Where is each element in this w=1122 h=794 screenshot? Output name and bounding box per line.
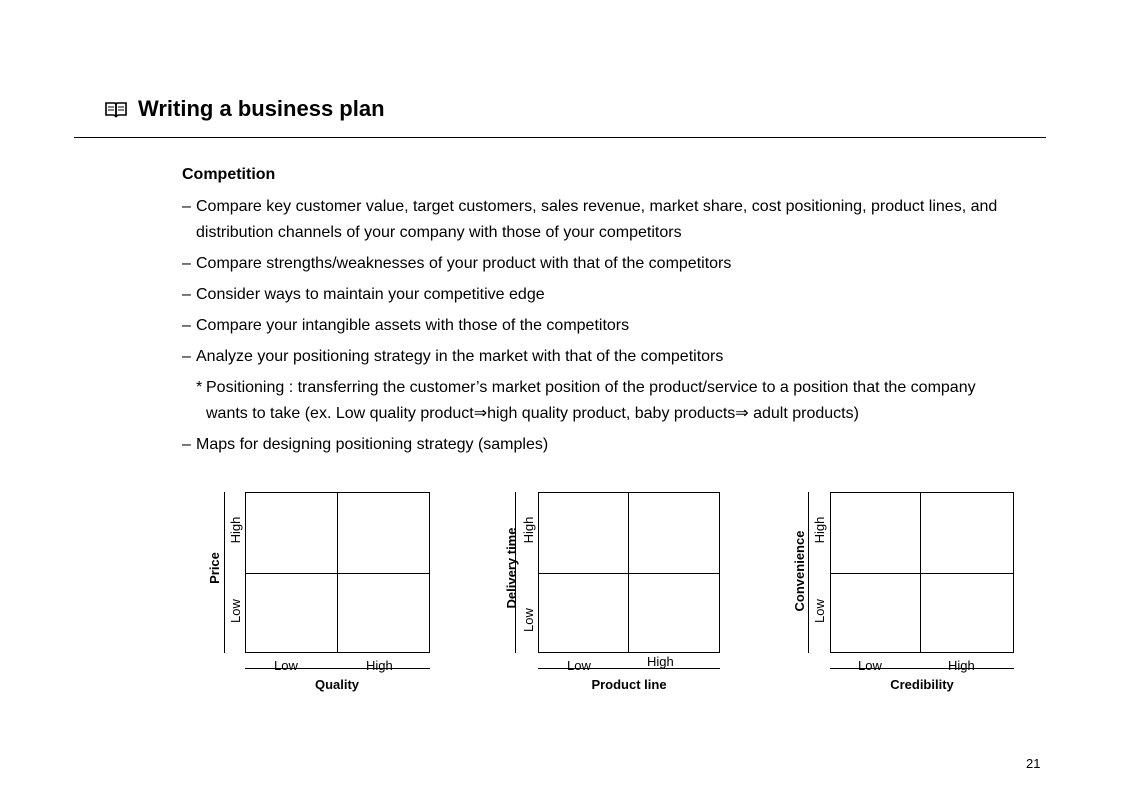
section-heading: Competition	[182, 166, 276, 183]
bullet-dash: –	[182, 436, 191, 453]
x-axis-high-label: High	[366, 658, 393, 673]
y-axis-title: Price	[207, 552, 222, 584]
y-axis-high-label: High	[812, 516, 827, 544]
y-axis-low-label: Low	[228, 599, 243, 623]
page-header	[104, 94, 385, 124]
x-axis-low-label: Low	[858, 658, 882, 673]
y-axis-high-label: High	[521, 516, 536, 544]
y-axis-title: Delivery time	[504, 527, 519, 609]
bullet-text: Analyze your positioning strategy in the market with that of the competitors	[196, 348, 724, 365]
map-divider-horizontal	[245, 573, 430, 574]
bullet-text: Compare your intangible assets with those of the competitors	[196, 317, 630, 334]
x-axis-low-label: Low	[274, 658, 298, 673]
x-axis-title: Quality	[314, 677, 360, 692]
bullet-text: Compare key customer value, target customers, sales revenue, market share, cost positioning, product lines, and distribution channels of your company with those of your competitors	[196, 198, 998, 241]
bullet-dash: –	[182, 317, 191, 334]
bullet-text: Maps for designing positioning strategy (samples)	[196, 436, 549, 453]
bullet-dash: –	[182, 255, 191, 272]
bullet-dash: –	[182, 198, 191, 215]
competition-section	[182, 162, 1012, 463]
bullet-item	[182, 313, 1012, 339]
note-star: *	[196, 379, 203, 396]
map-divider-horizontal	[830, 573, 1014, 574]
bullet-text: Compare strengths/weaknesses of your product with that of the competitors	[196, 255, 732, 272]
title-divider	[74, 137, 1046, 138]
bullet-item	[182, 432, 1012, 458]
x-axis-line	[538, 668, 720, 669]
bullet-dash: –	[182, 286, 191, 303]
y-axis-line	[224, 492, 225, 653]
x-axis-high-label: High	[647, 654, 674, 669]
y-axis-low-label: Low	[812, 599, 827, 623]
note-text: Positioning : transferring the customer’s market position of the product/service to a position that the company wants to take (ex. Low quality product⇒high quality product, baby products⇒ adult products)	[206, 379, 976, 422]
bullet-dash: –	[182, 348, 191, 365]
x-axis-high-label: High	[948, 658, 975, 673]
y-axis-low-label: Low	[521, 608, 536, 632]
bullet-item	[182, 282, 1012, 308]
y-axis-title: Convenience	[792, 530, 807, 612]
y-axis-high-label: High	[228, 516, 243, 544]
bullet-item	[182, 344, 1012, 370]
bullet-item	[182, 194, 1012, 246]
x-axis-title: Credibility	[890, 677, 954, 692]
x-axis-title: Product line	[591, 677, 667, 692]
book-icon	[104, 99, 128, 119]
positioning-note	[182, 375, 1012, 427]
bullet-item	[182, 251, 1012, 277]
bullet-text: Consider ways to maintain your competitive edge	[196, 286, 545, 303]
x-axis-line	[245, 668, 430, 669]
y-axis-line	[808, 492, 809, 653]
page-title: Writing a business plan	[138, 96, 385, 121]
x-axis-low-label: Low	[567, 658, 591, 673]
map-divider-horizontal	[538, 573, 720, 574]
page-number: 21	[1026, 756, 1041, 771]
